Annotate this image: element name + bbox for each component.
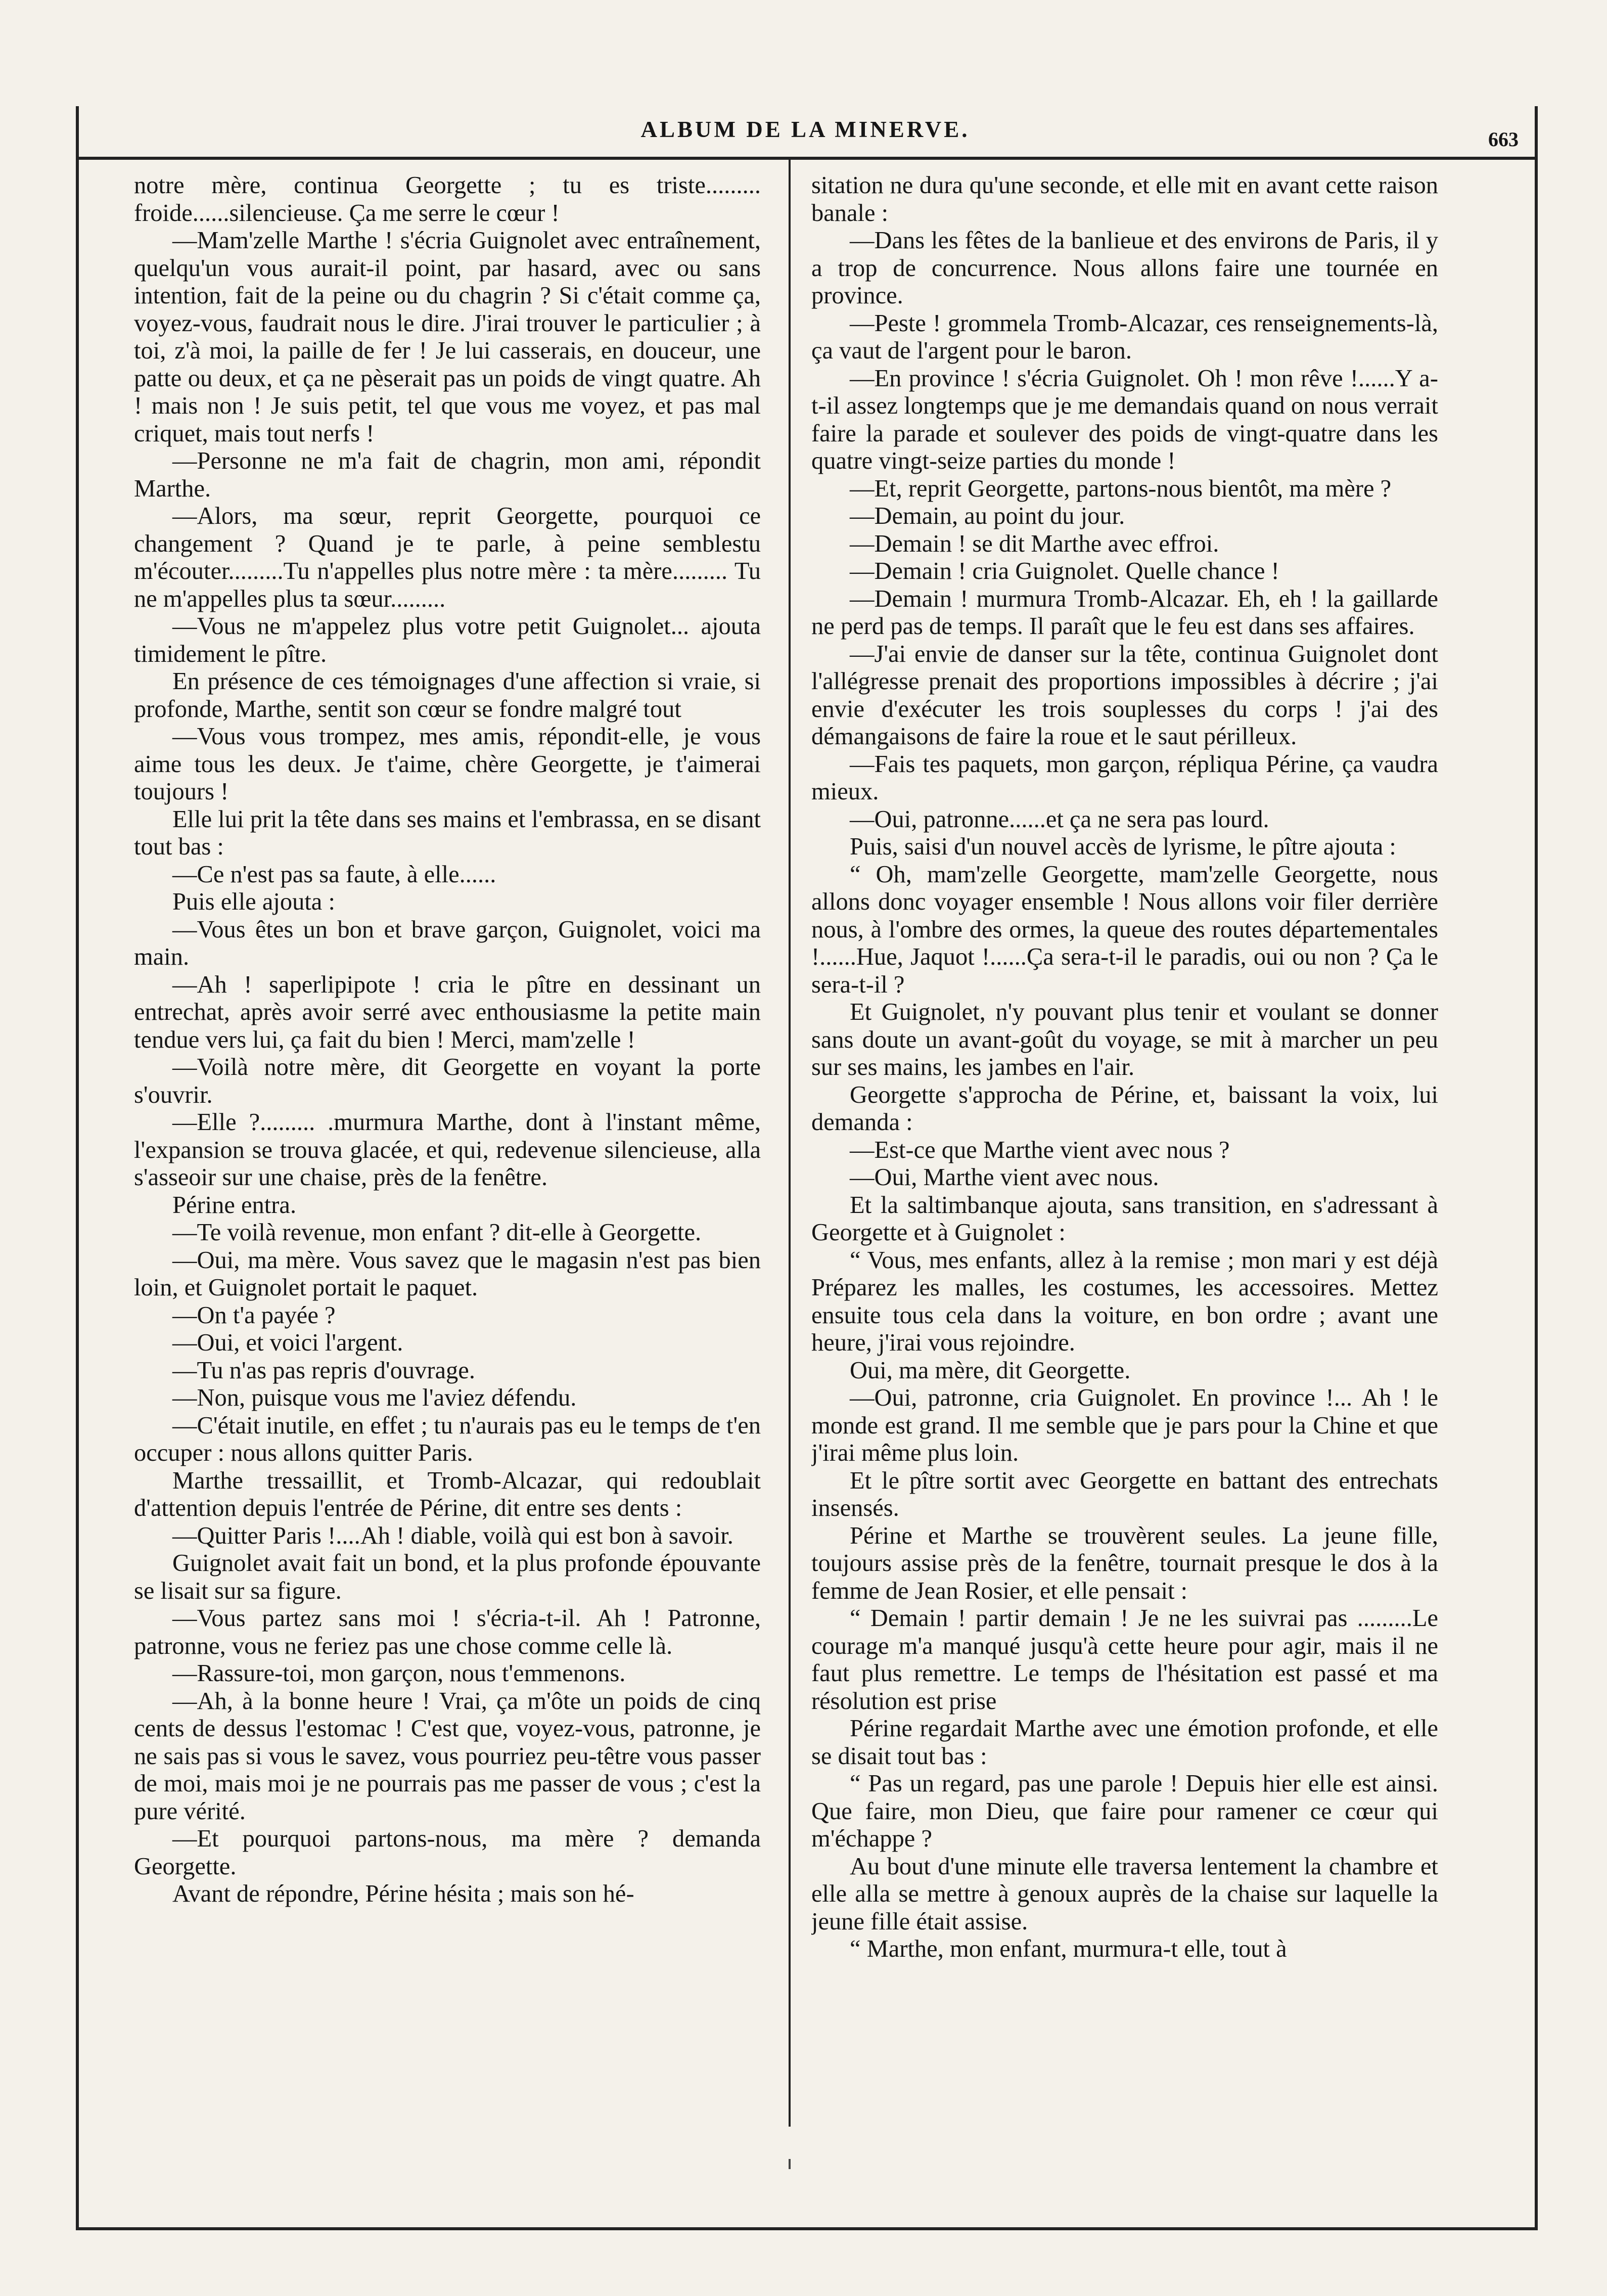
paragraph: Puis elle ajouta : [172,888,335,915]
paragraph: —C'était inutile, en effet ; tu n'aurais pas eu le temps de t'en occuper : nous allons quitter Paris. [134,1412,761,1466]
paragraph: En présence de ces témoignages d'une affection si vraie, si profonde, Marthe, sentit son cœur se fondre malgré tout [134,668,761,723]
paragraph: Périne entra. [172,1191,297,1219]
paragraph: —Personne ne m'a fait de chagrin, mon ami, répondit Marthe. [134,447,761,502]
paragraph: Et le pître sortit avec Georgette en battant des entrechats insensés. [811,1467,1438,1521]
right-column [811,172,1438,2129]
paragraph: —Demain ! se dit Marthe avec effroi. [850,530,1219,557]
paragraph: —Mam'zelle Marthe ! s'écria Guignolet avec entraînement, quelqu'un vous aurait-il point, par hasard, avec ou sans intention, fait de la peine ou du chagrin ? Si c'était comme ça, voyez-vous, faudrait nous le dire. J'irai trouver le particulier ; à toi, z'à moi, la paille de fer ! Je lui casserais, en douceur, une patte ou deux, et ça ne pèserait pas un poids de vingt quatre. Ah ! mais non ! Je suis petit, tel que vous me voyez, et pas mal criquet, mais tout nerfs ! [134,227,761,447]
paragraph: “ Oh, mam'zelle Georgette, mam'zelle Georgette, nous allons donc voyager ensemble ! Nous allons voir filer derrière nous, à l'ombre des ormes, la queue des routes départementales !......Hue, Jaquot !......Ça sera-t-il le paradis, oui ou non ? Ça le sera-t-il ? [811,861,1438,998]
paragraph: Puis, saisi d'un nouvel accès de lyrisme, le pître ajouta : [850,833,1396,860]
paragraph: —Voilà notre mère, dit Georgette en voyant la porte s'ouvrir. [134,1054,761,1108]
page-number: 663 [1488,128,1519,151]
paragraph: Avant de répondre, Périne hésita ; mais son hé- [172,1880,634,1907]
paragraph: —Vous partez sans moi ! s'écria-t-il. Ah ! Patronne, patronne, vous ne feriez pas une chose comme celle là. [134,1605,761,1659]
paragraph: “ Pas un regard, pas une parole ! Depuis hier elle est ainsi. Que faire, mon Dieu, que faire pour ramener ce cœur qui m'échappe ? [811,1770,1438,1852]
paragraph: —Vous êtes un bon et brave garçon, Guignolet, voici ma main. [134,916,761,970]
paragraph: Elle lui prit la tête dans ses mains et l'embrassa, en se disant tout bas : [134,805,761,860]
paragraph: “ Marthe, mon enfant, murmura-t elle, tout à [850,1935,1287,1962]
paragraph: —Oui, ma mère. Vous savez que le magasin n'est pas bien loin, et Guignolet portait le paquet. [134,1246,761,1301]
paragraph: —Tu n'as pas repris d'ouvrage. [172,1357,475,1384]
paragraph: —Non, puisque vous me l'aviez défendu. [172,1384,577,1411]
paragraph: —Dans les fêtes de la banlieue et des environs de Paris, il y a trop de concurrence. Nous allons faire une tournée en province. [811,227,1438,309]
paragraph: Et la saltimbanque ajouta, sans transition, en s'adressant à Georgette et à Guignolet : [811,1191,1438,1246]
journal-title: ALBUM DE LA MINERVE. [640,117,970,142]
paragraph: —Demain ! cria Guignolet. Quelle chance ! [850,558,1279,584]
paragraph: —Te voilà revenue, mon enfant ? dit-elle à Georgette. [172,1219,702,1246]
paragraph: —Ah, à la bonne heure ! Vrai, ça m'ôte un poids de cinq cents de dessus l'estomac ! C'est que, voyez-vous, patronne, je ne sais pas si vous le savez, vous pourriez peu-têtre vous passer de moi, mais moi je ne pourrais pas me passer de vous ; c'est la pure vérité. [134,1687,761,1825]
paragraph: —Ce n'est pas sa faute, à elle...... [172,861,496,888]
paragraph: —Vous ne m'appelez plus votre petit Guignolet... ajouta timidement le pître. [134,613,761,667]
header-rule [76,157,1535,160]
paragraph: —Ah ! saperlipipote ! cria le pître en dessinant un entrechat, après avoir serré avec enthousiasme la petite main tendue vers lui, ça fait du bien ! Merci, mam'zelle ! [134,971,761,1053]
paragraph: Périne et Marthe se trouvèrent seules. La jeune fille, toujours assise près de la fenêtre, tournait presque le dos à la femme de Jean Rosier, et elle pensait : [811,1522,1438,1604]
paragraph: sitation ne dura qu'une seconde, et elle mit en avant cette raison banale : [811,172,1438,227]
paragraph: notre mère, continua Georgette ; tu es triste......... froide......silencieuse. Ça me serre le cœur ! [134,172,761,227]
paragraph: Marthe tressaillit, et Tromb-Alcazar, qui redoublait d'attention depuis l'entrée de Périne, dit entre ses dents : [134,1467,761,1521]
running-header [79,110,1532,161]
paragraph: —Oui, Marthe vient avec nous. [850,1164,1159,1191]
paragraph: —Alors, ma sœur, reprit Georgette, pourquoi ce changement ? Quand je te parle, à peine semblestu m'écouter.........Tu n'appelles plus notre mère : ta mère......... Tu ne m'appelles plus ta sœur......... [134,503,761,612]
paragraph: —Et, reprit Georgette, partons-nous bientôt, ma mère ? [850,475,1392,502]
paragraph: —Quitter Paris !....Ah ! diable, voilà qui est bon à savoir. [172,1522,733,1549]
paragraph: Périne regardait Marthe avec une émotion profonde, et elle se disait tout bas : [811,1715,1438,1770]
paragraph: “ Demain ! partir demain ! Je ne les suivrai pas .........Le courage m'a manqué jusqu'à cette heure pour agir, mais il ne faut plus remettre. Le temps de l'hésitation est passé et ma résolution est prise [811,1605,1438,1715]
paragraph: —Oui, patronne, cria Guignolet. En province !... Ah ! le monde est grand. Il me semble que je pars pour la Chine et que j'irai même plus loin. [811,1384,1438,1466]
paragraph: —Est-ce que Marthe vient avec nous ? [850,1136,1230,1163]
paragraph: Et Guignolet, n'y pouvant plus tenir et voulant se donner sans doute un avant-goût du voyage, se mit à marcher un peu sur ses mains, les jambes en l'air. [811,999,1438,1081]
paragraph: —Elle ?......... .murmura Marthe, dont à l'instant même, l'expansion se trouva glacée, et qui, redevenue silencieuse, alla s'asseoir sur une chaise, près de la fenêtre. [134,1109,761,1191]
paragraph: —Et pourquoi partons-nous, ma mère ? demanda Georgette. [134,1825,761,1880]
paragraph: —Demain ! murmura Tromb-Alcazar. Eh, eh ! la gaillarde ne perd pas de temps. Il paraît que le feu est dans ses affaires. [811,585,1438,640]
paragraph: Georgette s'approcha de Périne, et, baissant la voix, lui demanda : [811,1081,1438,1136]
paragraph: —Peste ! grommela Tromb-Alcazar, ces renseignements-là, ça vaut de l'argent pour le baron. [811,309,1438,364]
paragraph: —On t'a payée ? [172,1301,336,1329]
paragraph: —En province ! s'écria Guignolet. Oh ! mon rêve !......Y a-t-il assez longtemps que je me demandais quand on nous verrait faire la parade et soulever des poids de vingt-quatre dans les quatre vingt-seize parties du monde ! [811,365,1438,474]
paragraph: Oui, ma mère, dit Georgette. [850,1357,1131,1384]
paragraph: Guignolet avait fait un bond, et la plus profonde épouvante se lisait sur sa figure. [134,1550,761,1604]
bottom-mark [789,2159,791,2169]
paragraph: Au bout d'une minute elle traversa lentement la chambre et elle alla se mettre à genoux auprès de la chaise sur laquelle la jeune fille était assise. [811,1853,1438,1935]
paragraph: —Rassure-toi, mon garçon, nous t'emmenons. [172,1660,626,1687]
paragraph: —Fais tes paquets, mon garçon, répliqua Périne, ça vaudra mieux. [811,750,1438,805]
column-divider [789,160,791,2127]
paragraph: —Oui, patronne......et ça ne sera pas lourd. [850,805,1269,833]
paragraph: “ Vous, mes enfants, allez à la remise ; mon mari y est déjà Préparez les malles, les costumes, les accessoires. Mettez ensuite tous cela dans la voiture, en bon ordre ; avant une heure, j'irai vous rejoindre. [811,1246,1438,1356]
left-column [134,172,761,2129]
paragraph: —Oui, et voici l'argent. [172,1329,403,1356]
paragraph: —Demain, au point du jour. [850,503,1125,529]
paragraph: —J'ai envie de danser sur la tête, continua Guignolet dont l'allégresse prenait des proportions impossibles à décrire ; j'ai envie d'exécuter les trois souplesses du corps ! j'ai des démangaisons de faire la roue et le saut périlleux. [811,640,1438,750]
paragraph: —Vous vous trompez, mes amis, répondit-elle, je vous aime tous les deux. Je t'aime, chère Georgette, je t'aimerai toujours ! [134,723,761,805]
